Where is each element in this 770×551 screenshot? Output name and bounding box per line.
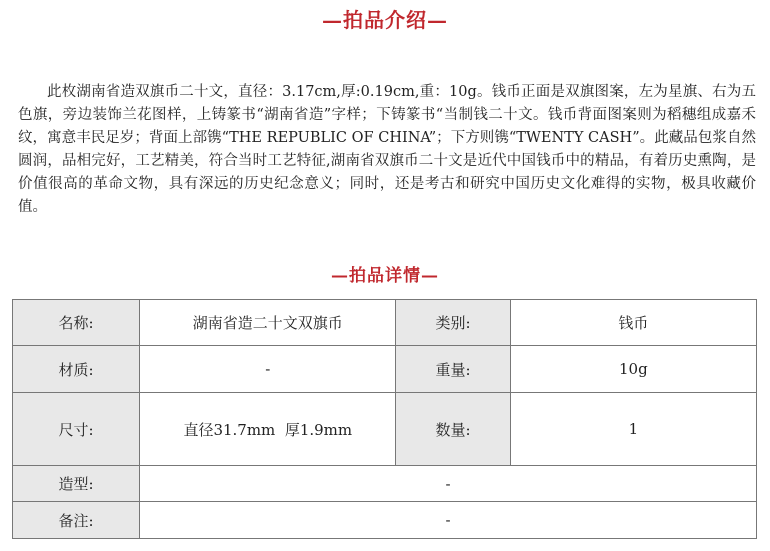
table-row	[13, 502, 757, 539]
quantity-label: 数量:	[396, 393, 510, 466]
category-label: 类别:	[396, 300, 510, 346]
category-value: 钱币	[510, 300, 756, 346]
size-value: 直径31.7mm 厚1.9mm	[140, 393, 396, 466]
shape-value: -	[140, 466, 757, 502]
notes-label: 备注:	[13, 502, 140, 539]
section-title-intro: —拍品介绍—	[322, 8, 448, 32]
details-table	[12, 299, 757, 539]
quantity-value: 1	[510, 393, 756, 466]
intro-paragraph: 此枚湖南省造双旗币二十文，直径：3.17cm,厚:0.19cm,重：10g。钱币正面是双旗图案，左为星旗、右为五色旗，旁边装饰兰花图样，上铸篆书“湖南省造”字样；下铸篆书“当制钱二十文。钱币背面图案则为稻穗组成嘉禾纹，寓意丰民足岁；背面上部镌“THE REPUBLIC OF CHINA”；下方则镌“TWENTY CASH”。此藏品包浆自然圆润，品相完好，工艺精美，符合当时工艺特征,湖南省双旗币二十文是近代中国钱币中的精品，有着历史熏陶，是价值很高的革命文物，具有深远的历史纪念意义；同时，还是考古和研究中国历史文化难得的实物，极具收藏价值。	[18, 83, 756, 215]
material-value: -	[140, 346, 396, 393]
shape-label: 造型:	[13, 466, 140, 502]
table-row	[13, 393, 757, 466]
section-title-details: —拍品详情—	[331, 266, 439, 286]
name-label: 名称:	[13, 300, 140, 346]
weight-label: 重量:	[396, 346, 510, 393]
weight-value: 10g	[510, 346, 756, 393]
table-row	[13, 346, 757, 393]
table-row	[13, 300, 757, 346]
size-label: 尺寸:	[13, 393, 140, 466]
material-label: 材质:	[13, 346, 140, 393]
name-value: 湖南省造二十文双旗币	[140, 300, 396, 346]
notes-value: -	[140, 502, 757, 539]
table-row	[13, 466, 757, 502]
